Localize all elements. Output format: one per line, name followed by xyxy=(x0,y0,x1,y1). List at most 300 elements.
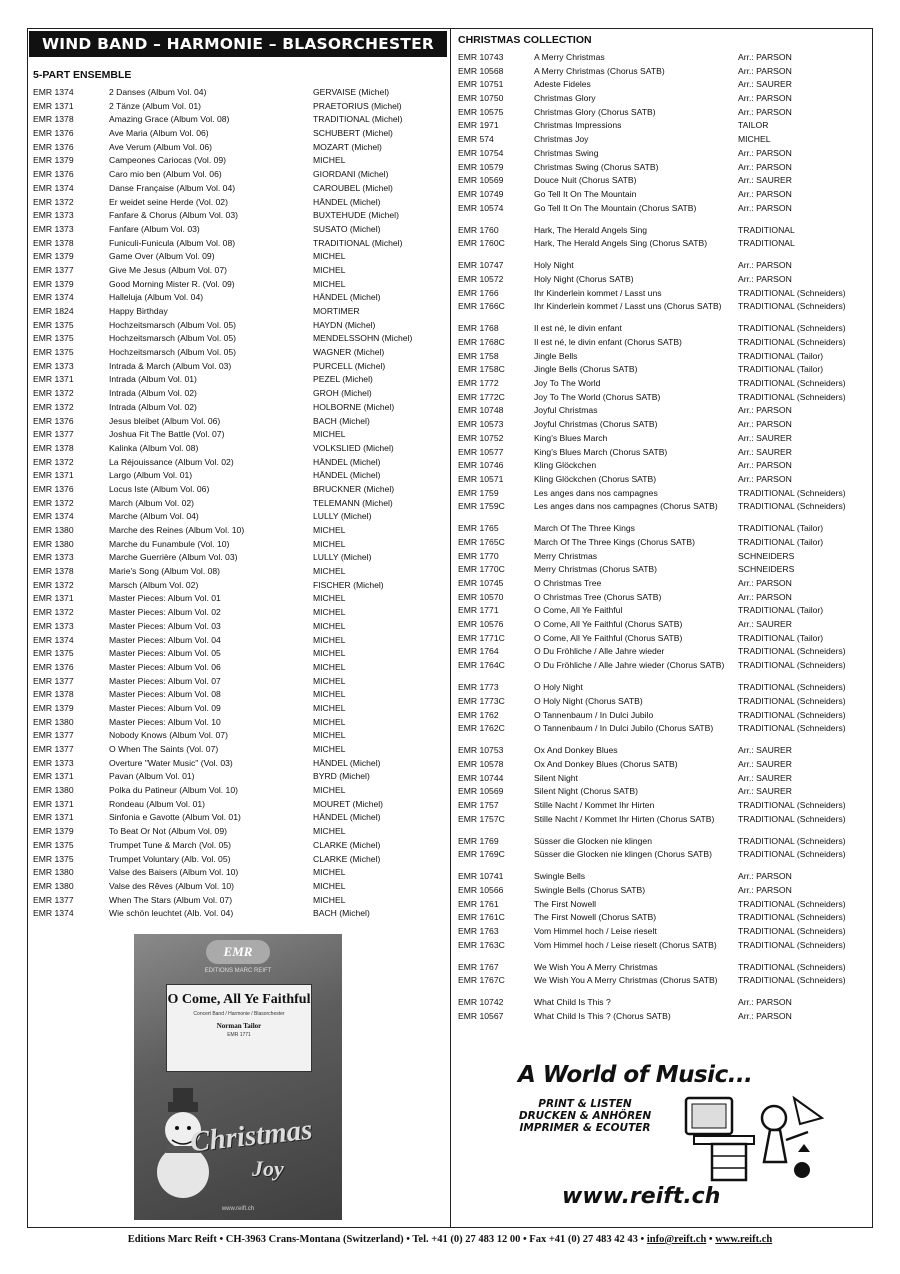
item-catalog-number: EMR 10575 xyxy=(458,106,504,117)
item-title: Il est né, le divin enfant xyxy=(534,323,622,334)
item-title: Halleluja (Album Vol. 04) xyxy=(109,292,204,303)
item-arranger: TRADITIONAL (Schneiders) xyxy=(738,391,846,402)
christmas-list-item xyxy=(458,92,870,106)
item-catalog-number: EMR 10745 xyxy=(458,578,504,588)
item-catalog-number: EMR 1769C xyxy=(458,849,505,860)
item-title: O Come, All Ye Faithful (Chorus SATB) xyxy=(534,619,683,630)
item-arranger: TRADITIONAL (Schneiders) xyxy=(738,646,846,657)
item-title: Master Pieces: Album Vol. 04 xyxy=(109,634,221,645)
ad-headline: A World of Music... xyxy=(518,1062,753,1088)
item-title: A Merry Christmas xyxy=(534,52,605,62)
item-title: Funiculi-Funicula (Album Vol. 08) xyxy=(109,237,236,248)
item-catalog-number: EMR 1378 xyxy=(33,689,74,700)
ensemble-list-item xyxy=(33,100,445,114)
ensemble-list-item xyxy=(33,497,445,511)
ad-slogan-line: DRUCKEN & ANHÖREN xyxy=(518,1110,652,1122)
item-composer: HÄNDEL (Michel) xyxy=(313,757,381,768)
item-catalog-number: EMR 1758 xyxy=(458,350,499,361)
ensemble-list-item xyxy=(33,880,445,894)
item-composer: TELEMANN (Michel) xyxy=(313,497,393,508)
ensemble-list-item xyxy=(33,415,445,429)
ensemble-list-item xyxy=(33,620,445,634)
item-title: Valse des Baisers (Album Vol. 10) xyxy=(109,867,239,878)
ensemble-list-item xyxy=(33,579,445,593)
item-title: What Child Is This ? (Chorus SATB) xyxy=(534,1011,671,1022)
item-catalog-number: EMR 1377 xyxy=(33,730,74,741)
item-catalog-number: EMR 1770 xyxy=(458,550,499,561)
ad-slogan-line: PRINT & LISTEN xyxy=(538,1098,632,1110)
item-title: O Christmas Tree xyxy=(534,578,602,588)
item-composer: GERVAISE (Michel) xyxy=(313,87,390,97)
item-arranger: Arr.: PARSON xyxy=(738,161,792,172)
item-title: O Holy Night xyxy=(534,682,583,693)
ensemble-list-item xyxy=(33,196,445,210)
item-arranger: TRADITIONAL (Tailor) xyxy=(738,523,824,534)
christmas-list-item xyxy=(458,618,870,632)
cover-subtitle: Concert Band / Harmonie / Blasorchester xyxy=(193,1011,285,1017)
ensemble-list-item xyxy=(33,168,445,182)
item-title: Trumpet Voluntary (Alb. Vol. 05) xyxy=(109,853,231,864)
ensemble-list-item xyxy=(33,688,445,702)
ensemble-list-item xyxy=(33,524,445,538)
ensemble-list-item xyxy=(33,237,445,251)
item-title: Master Pieces: Album Vol. 10 xyxy=(109,716,221,727)
item-arranger: TRADITIONAL (Schneiders) xyxy=(738,723,846,734)
item-catalog-number: EMR 1376 xyxy=(33,483,74,494)
item-title: Intrada (Album Vol. 02) xyxy=(109,401,197,412)
ensemble-list-item xyxy=(33,360,445,374)
item-catalog-number: EMR 1378 xyxy=(33,237,74,248)
item-title: Campeones Cariocas (Vol. 09) xyxy=(109,155,227,166)
item-catalog-number: EMR 1379 xyxy=(33,251,74,262)
christmas-list-item xyxy=(458,799,870,813)
ensemble-list-item xyxy=(33,154,445,168)
ensemble-list-item xyxy=(33,373,445,387)
christmas-list-item xyxy=(458,377,870,391)
item-catalog-number: EMR 1376 xyxy=(33,141,74,152)
item-title: Nobody Knows (Album Vol. 07) xyxy=(109,730,228,741)
item-composer: MICHEL xyxy=(313,634,346,645)
item-title: Master Pieces: Album Vol. 01 xyxy=(109,593,221,604)
item-composer: MICHEL xyxy=(313,702,346,713)
item-title: To Beat Or Not (Album Vol. 09) xyxy=(109,826,227,837)
emr-logo: EMR xyxy=(206,940,270,964)
footer-email-link[interactable]: info@reift.ch xyxy=(646,1234,707,1245)
item-title: We Wish You A Merry Christmas xyxy=(534,961,658,972)
item-title: Locus Iste (Album Vol. 06) xyxy=(109,483,210,494)
item-composer: MICHEL xyxy=(313,648,346,659)
ensemble-list-item xyxy=(33,729,445,743)
item-catalog-number: EMR 1379 xyxy=(33,155,74,166)
christmas-list-item xyxy=(458,300,870,322)
ensemble-list-item xyxy=(33,661,445,675)
item-catalog-number: EMR 1767C xyxy=(458,975,505,986)
item-title: Amazing Grace (Album Vol. 08) xyxy=(109,114,230,125)
item-catalog-number: EMR 1380 xyxy=(33,538,74,549)
item-catalog-number: EMR 1376 xyxy=(33,128,74,139)
christmas-list-item xyxy=(458,813,870,835)
item-arranger: Arr.: PARSON xyxy=(738,65,792,76)
column-divider xyxy=(450,28,451,1228)
item-arranger: TRADITIONAL (Tailor) xyxy=(738,605,824,616)
item-catalog-number: EMR 1769 xyxy=(458,835,499,846)
christmas-list-item xyxy=(458,161,870,175)
item-catalog-number: EMR 1757C xyxy=(458,813,505,824)
item-title: Marche Guerrière (Album Vol. 03) xyxy=(109,552,238,563)
item-composer: MICHEL xyxy=(313,675,346,686)
item-title: Christmas Impressions xyxy=(534,120,622,131)
item-catalog-number: EMR 1772 xyxy=(458,378,499,389)
item-title: March Of The Three Kings xyxy=(534,523,635,534)
item-title: Christmas Swing xyxy=(534,147,599,158)
item-composer: MICHEL xyxy=(313,894,346,905)
item-composer: CAROUBEL (Michel) xyxy=(313,182,393,193)
item-arranger: TRADITIONAL (Tailor) xyxy=(738,350,824,361)
ensemble-list-item xyxy=(33,825,445,839)
item-title: A Merry Christmas (Chorus SATB) xyxy=(534,65,665,76)
item-arranger: Arr.: SAURER xyxy=(738,432,792,443)
item-catalog-number: EMR 1771 xyxy=(458,605,499,616)
item-title: Silent Night xyxy=(534,772,578,783)
item-composer: MICHEL xyxy=(313,744,346,754)
item-composer: TRADITIONAL (Michel) xyxy=(313,114,403,125)
item-catalog-number: EMR 10750 xyxy=(458,93,504,104)
item-title: Ave Verum (Album Vol. 06) xyxy=(109,141,213,152)
item-catalog-number: EMR 10568 xyxy=(458,65,504,76)
christmas-list-item xyxy=(458,563,870,577)
item-title: 2 Danses (Album Vol. 04) xyxy=(109,87,207,97)
christmas-list-item xyxy=(458,174,870,188)
item-composer: WAGNER (Michel) xyxy=(313,347,385,358)
item-catalog-number: EMR 1771C xyxy=(458,632,505,643)
item-composer: BRUCKNER (Michel) xyxy=(313,483,395,494)
item-arranger: Arr.: SAURER xyxy=(738,175,792,186)
item-title: Les anges dans nos campagnes xyxy=(534,487,658,498)
item-catalog-number: EMR 1371 xyxy=(33,812,74,823)
item-catalog-number: EMR 1766 xyxy=(458,287,499,298)
item-arranger: Arr.: SAURER xyxy=(738,772,792,783)
item-catalog-number: EMR 1380 xyxy=(33,785,74,796)
item-arranger: SCHNEIDERS xyxy=(738,550,795,561)
item-title: Süsser die Glocken nie klingen xyxy=(534,835,652,846)
item-composer: HAYDN (Michel) xyxy=(313,319,376,330)
item-composer: GROH (Michel) xyxy=(313,388,372,399)
item-title: Master Pieces: Album Vol. 08 xyxy=(109,689,221,700)
item-title: Joshua Fit The Battle (Vol. 07) xyxy=(109,429,225,440)
christmas-list-item xyxy=(458,758,870,772)
christmas-list-item xyxy=(458,911,870,925)
item-composer: MICHEL xyxy=(313,716,346,727)
item-arranger: Arr.: PARSON xyxy=(738,578,792,588)
item-catalog-number: EMR 1373 xyxy=(33,223,74,234)
item-catalog-number: EMR 1371 xyxy=(33,374,74,385)
item-catalog-number: EMR 10579 xyxy=(458,161,504,172)
item-title: Hochzeitsmarsch (Album Vol. 05) xyxy=(109,319,237,330)
item-composer: MICHEL xyxy=(313,785,346,796)
item-title: Good Morning Mister R. (Vol. 09) xyxy=(109,278,235,289)
item-title: Fanfare (Album Vol. 03) xyxy=(109,223,200,234)
item-arranger: TRADITIONAL (Schneiders) xyxy=(738,835,846,846)
cover-script-joy: Joy xyxy=(252,1156,284,1181)
item-title: Marche (Album Vol. 04) xyxy=(109,511,199,522)
ensemble-list-item xyxy=(33,866,445,880)
item-arranger: Arr.: PARSON xyxy=(738,147,792,158)
world-of-music-ad xyxy=(510,1062,830,1220)
item-arranger: TRADITIONAL (Schneiders) xyxy=(738,660,846,671)
item-catalog-number: EMR 1372 xyxy=(33,401,74,412)
item-arranger: TRADITIONAL (Schneiders) xyxy=(738,378,846,389)
item-catalog-number: EMR 1375 xyxy=(33,347,74,358)
item-title: Trumpet Tune & March (Vol. 05) xyxy=(109,839,231,850)
item-title: Hark, The Herald Angels Sing xyxy=(534,224,648,235)
ensemble-list-item xyxy=(33,278,445,292)
item-arranger: Arr.: PARSON xyxy=(738,188,792,199)
christmas-list-item xyxy=(458,744,870,758)
item-catalog-number: EMR 1379 xyxy=(33,702,74,713)
item-title: Polka du Patineur (Album Vol. 10) xyxy=(109,785,238,796)
item-composer: MOURET (Michel) xyxy=(313,798,384,809)
item-title: Danse Française (Album Vol. 04) xyxy=(109,182,236,193)
item-composer: HOLBORNE (Michel) xyxy=(313,401,395,412)
footer-address: Editions Marc Reift • CH-3963 Crans-Montana (Switzerland) • Tel. +41 (0) 27 483 12 00 • Fax +41 (0) 27 483 42 43 • xyxy=(127,1234,645,1245)
item-composer: MICHEL xyxy=(313,689,346,700)
item-catalog-number: EMR 1377 xyxy=(33,894,74,905)
item-composer: MICHEL xyxy=(313,525,346,535)
left-section-heading: 5-PART ENSEMBLE xyxy=(33,69,132,81)
christmas-list-item xyxy=(458,119,870,133)
item-composer: HÄNDEL (Michel) xyxy=(313,292,381,303)
item-title: Intrada (Album Vol. 02) xyxy=(109,388,197,399)
item-title: Go Tell It On The Mountain xyxy=(534,188,637,199)
item-title: Stille Nacht / Kommet Ihr Hirten xyxy=(534,799,655,810)
item-catalog-number: EMR 1377 xyxy=(33,675,74,686)
item-title: Intrada & March (Album Vol. 03) xyxy=(109,360,232,371)
item-title: Christmas Swing (Chorus SATB) xyxy=(534,161,659,172)
item-composer: BUXTEHUDE (Michel) xyxy=(313,210,399,221)
item-arranger: Arr.: PARSON xyxy=(738,260,792,271)
item-title: Master Pieces: Album Vol. 05 xyxy=(109,648,221,659)
christmas-list-item xyxy=(458,681,870,695)
ensemble-list-item xyxy=(33,716,445,730)
footer-separator: • xyxy=(706,1234,716,1245)
item-catalog-number: EMR 1375 xyxy=(33,853,74,864)
item-arranger: TRADITIONAL (Schneiders) xyxy=(738,975,846,986)
item-title: Adeste Fideles xyxy=(534,79,591,90)
item-catalog-number: EMR 1772C xyxy=(458,391,505,402)
item-catalog-number: EMR 10742 xyxy=(458,997,504,1008)
item-catalog-number: EMR 10749 xyxy=(458,188,504,199)
christmas-list-item xyxy=(458,785,870,799)
item-title: Kling Glöckchen xyxy=(534,460,597,471)
item-composer: MICHEL xyxy=(313,251,346,262)
item-catalog-number: EMR 1757 xyxy=(458,799,499,810)
item-composer: BACH (Michel) xyxy=(313,415,370,426)
ensemble-list-item xyxy=(33,223,445,237)
section-banner: WIND BAND – HARMONIE – BLASORCHESTER xyxy=(29,31,447,57)
item-title: Hochzeitsmarsch (Album Vol. 05) xyxy=(109,347,237,358)
item-catalog-number: EMR 10578 xyxy=(458,758,504,769)
ensemble-list-item xyxy=(33,469,445,483)
item-catalog-number: EMR 1376 xyxy=(33,169,74,180)
item-catalog-number: EMR 10743 xyxy=(458,52,504,62)
christmas-list-item xyxy=(458,273,870,287)
item-catalog-number: EMR 1374 xyxy=(33,87,74,97)
item-title: Master Pieces: Album Vol. 02 xyxy=(109,607,221,618)
item-title: Joy To The World (Chorus SATB) xyxy=(534,391,661,402)
item-title: Vom Himmel hoch / Leise rieselt (Chorus SATB) xyxy=(534,939,717,950)
item-catalog-number: EMR 1770C xyxy=(458,564,505,575)
item-catalog-number: EMR 10569 xyxy=(458,786,504,797)
item-composer: SCHUBERT (Michel) xyxy=(313,128,393,139)
item-title: Hochzeitsmarsch (Album Vol. 05) xyxy=(109,333,237,344)
item-catalog-number: EMR 1377 xyxy=(33,744,74,754)
item-catalog-number: EMR 1379 xyxy=(33,278,74,289)
item-catalog-number: EMR 574 xyxy=(458,134,494,145)
item-arranger: TRADITIONAL (Tailor) xyxy=(738,536,824,547)
item-catalog-number: EMR 1763C xyxy=(458,939,505,950)
item-catalog-number: EMR 10744 xyxy=(458,772,504,783)
item-composer: MICHEL xyxy=(313,867,346,878)
ensemble-list-item xyxy=(33,332,445,346)
item-arranger: Arr.: SAURER xyxy=(738,786,792,797)
item-title: Master Pieces: Album Vol. 09 xyxy=(109,702,221,713)
christmas-list-item xyxy=(458,237,870,259)
christmas-list-item xyxy=(458,550,870,564)
ensemble-list-item xyxy=(33,250,445,264)
ensemble-list-item xyxy=(33,428,445,442)
item-arranger: TRADITIONAL (Schneiders) xyxy=(738,695,846,706)
christmas-list-item xyxy=(458,722,870,744)
item-composer: VOLKSLIED (Michel) xyxy=(313,442,394,453)
item-title: Marche du Funambule (Vol. 10) xyxy=(109,538,230,549)
christmas-list-item xyxy=(458,350,870,364)
ensemble-list-item xyxy=(33,811,445,825)
christmas-list xyxy=(458,51,870,1024)
christmas-list-item xyxy=(458,133,870,147)
item-catalog-number: EMR 1760C xyxy=(458,238,505,249)
item-catalog-number: EMR 1763 xyxy=(458,926,499,937)
item-arranger: Arr.: PARSON xyxy=(738,871,792,882)
ensemble-list xyxy=(33,86,445,921)
ensemble-list-item xyxy=(33,743,445,757)
item-arranger: TAILOR xyxy=(738,120,769,131)
item-composer: TRADITIONAL (Michel) xyxy=(313,237,403,248)
cover-author: Norman Tailor xyxy=(216,1022,262,1030)
item-composer: MICHEL xyxy=(313,661,346,672)
item-arranger: Arr.: SAURER xyxy=(738,619,792,630)
item-composer: LULLY (Michel) xyxy=(313,552,372,563)
item-arranger: Arr.: SAURER xyxy=(738,745,792,756)
item-composer: MICHEL xyxy=(313,826,346,837)
item-catalog-number: EMR 1762 xyxy=(458,709,499,720)
item-arranger: TRADITIONAL (Schneiders) xyxy=(738,898,846,909)
item-arranger: Arr.: PARSON xyxy=(738,473,792,484)
christmas-list-item xyxy=(458,870,870,884)
item-catalog-number: EMR 10574 xyxy=(458,202,504,213)
item-catalog-number: EMR 10567 xyxy=(458,1011,504,1022)
item-arranger: Arr.: PARSON xyxy=(738,460,792,471)
ensemble-list-item xyxy=(33,113,445,127)
item-catalog-number: EMR 1761 xyxy=(458,898,499,909)
item-title: Christmas Glory xyxy=(534,93,596,104)
item-composer: HÄNDEL (Michel) xyxy=(313,196,381,207)
item-arranger: TRADITIONAL (Schneiders) xyxy=(738,961,846,972)
christmas-list-item xyxy=(458,432,870,446)
footer-website-link[interactable]: www.reift.ch xyxy=(715,1234,773,1245)
item-catalog-number: EMR 1764C xyxy=(458,660,505,671)
ensemble-list-item xyxy=(33,757,445,771)
ensemble-list-item xyxy=(33,319,445,333)
item-title: March Of The Three Kings (Chorus SATB) xyxy=(534,536,695,547)
item-title: Go Tell It On The Mountain (Chorus SATB) xyxy=(534,202,697,213)
item-title: Vom Himmel hoch / Leise rieselt xyxy=(534,926,657,937)
ensemble-list-item xyxy=(33,182,445,196)
item-catalog-number: EMR 1376 xyxy=(33,415,74,426)
christmas-list-item xyxy=(458,835,870,849)
item-catalog-number: EMR 1773 xyxy=(458,682,499,693)
item-title: Ihr Kinderlein kommet / Lasst uns (Chorus SATB) xyxy=(534,301,722,312)
item-catalog-number: EMR 1761C xyxy=(458,912,505,923)
item-catalog-number: EMR 1759 xyxy=(458,487,499,498)
item-catalog-number: EMR 10569 xyxy=(458,175,504,186)
item-catalog-number: EMR 1773C xyxy=(458,695,505,706)
item-title: O Come, All Ye Faithful xyxy=(534,605,623,616)
ad-slogan xyxy=(510,1098,660,1134)
cover-number: EMR 1771 xyxy=(227,1032,251,1038)
item-catalog-number: EMR 1379 xyxy=(33,826,74,837)
item-catalog-number: EMR 1372 xyxy=(33,388,74,399)
item-arranger: TRADITIONAL (Schneiders) xyxy=(738,813,846,824)
christmas-list-item xyxy=(458,1010,870,1024)
right-section-heading: CHRISTMAS COLLECTION xyxy=(458,34,592,46)
ensemble-list-item xyxy=(33,647,445,661)
christmas-list-item xyxy=(458,974,870,996)
christmas-list-item xyxy=(458,848,870,870)
item-catalog-number: EMR 1372 xyxy=(33,497,74,508)
cover-url: www.reift.ch xyxy=(221,1206,255,1212)
item-catalog-number: EMR 1374 xyxy=(33,634,74,645)
item-title: Valse des Rêves (Album Vol. 10) xyxy=(109,880,234,891)
item-title: Swingle Bells xyxy=(534,871,586,882)
item-arranger: Arr.: PARSON xyxy=(738,93,792,104)
christmas-list-item xyxy=(458,898,870,912)
item-catalog-number: EMR 1380 xyxy=(33,867,74,878)
christmas-list-item xyxy=(458,500,870,522)
christmas-list-item xyxy=(458,188,870,202)
album-cover-image xyxy=(134,934,342,1220)
item-arranger: TRADITIONAL (Schneiders) xyxy=(738,912,846,923)
item-composer: SUSATO (Michel) xyxy=(313,223,381,234)
item-catalog-number: EMR 1760 xyxy=(458,224,499,235)
item-composer: LULLY (Michel) xyxy=(313,511,372,522)
christmas-list-item xyxy=(458,224,870,238)
item-arranger: TRADITIONAL (Schneiders) xyxy=(738,337,846,347)
item-title: Joyful Christmas (Chorus SATB) xyxy=(534,419,658,430)
item-composer: BYRD (Michel) xyxy=(313,771,370,782)
item-composer: MICHEL xyxy=(313,566,346,577)
item-catalog-number: EMR 10577 xyxy=(458,446,504,457)
item-arranger: Arr.: PARSON xyxy=(738,885,792,895)
christmas-list-item xyxy=(458,925,870,939)
item-composer: MICHEL xyxy=(313,880,346,891)
item-catalog-number: EMR 10573 xyxy=(458,419,504,430)
item-title: O Du Fröhliche / Alle Jahre wieder (Chorus SATB) xyxy=(534,660,725,671)
item-title: Jesus bleibet (Album Vol. 06) xyxy=(109,415,221,426)
item-catalog-number: EMR 1376 xyxy=(33,661,74,672)
item-arranger: Arr.: PARSON xyxy=(738,591,792,602)
christmas-list-item xyxy=(458,147,870,161)
ensemble-list-item xyxy=(33,141,445,155)
